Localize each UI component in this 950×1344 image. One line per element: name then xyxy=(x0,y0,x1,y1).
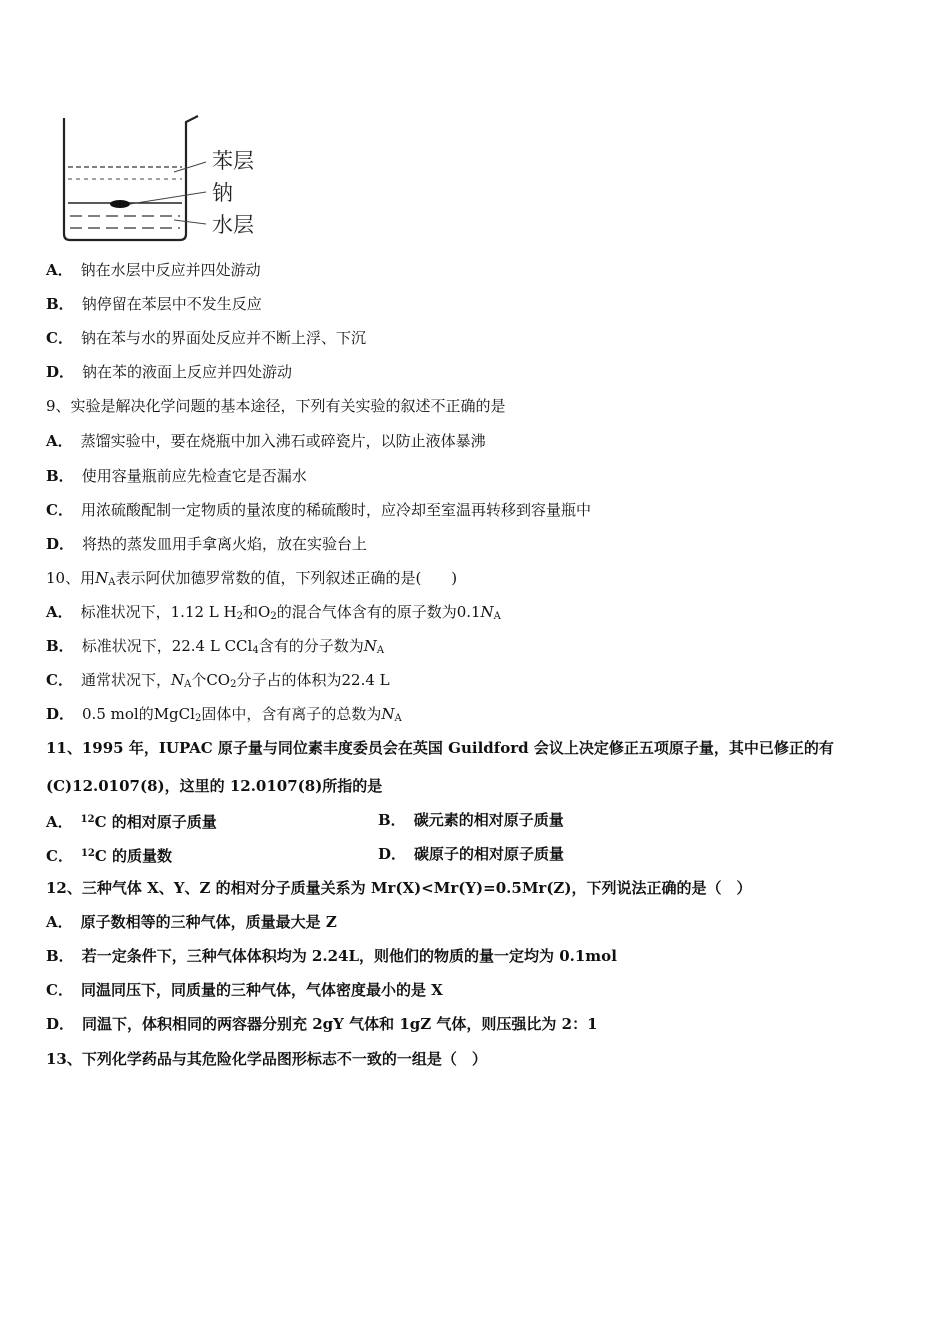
q9-option-b[interactable]: B． 使用容量瓶前应先检查它是否漏水 xyxy=(46,467,307,485)
sodium-piece xyxy=(110,200,130,208)
leader-sodium xyxy=(130,192,206,204)
q9-option-c[interactable]: C． 用浓硫酸配制一定物质的量浓度的稀硫酸时，应冷却至室温再转移到容量瓶中 xyxy=(46,501,591,519)
label-water: 水层 xyxy=(212,213,254,237)
q10-option-b[interactable]: B． 标准状况下，22.4 L CCl$_4$含有的分子数为$N_A$ xyxy=(46,637,385,656)
label-sodium: 钠 xyxy=(212,181,233,205)
q11-stem-line1: 11、1995 年，IUPAC 原子量与同位素丰度委员会在英国 Guildford 会议上决定修正五项原子量，其中已修正的有 xyxy=(46,739,834,757)
q11-option-c[interactable]: C． $^{12}$C 的质量数 xyxy=(46,847,173,865)
leader-water xyxy=(174,220,206,224)
beaker-diagram xyxy=(56,112,276,248)
q10-option-d[interactable]: D． 0.5 mol的MgCl$_2$固体中，含有离子的总数为$N_A$ xyxy=(46,705,402,724)
q12-option-b[interactable]: B． 若一定条件下，三种气体体积均为 2.24L，则他们的物质的量一定均为 0.1mol xyxy=(46,947,617,965)
q9-option-a[interactable]: A． 蒸馏实验中，要在烧瓶中加入沸石或碎瓷片，以防止液体暴沸 xyxy=(46,432,486,450)
q9-stem: 9、实验是解决化学问题的基本途径，下列有关实验的叙述不正确的是 xyxy=(46,397,506,415)
q11-option-d[interactable]: D． 碳原子的相对原子质量 xyxy=(378,845,565,863)
q13-stem: 13、下列化学药品与其危险化学品图形标志不一致的一组是（ ） xyxy=(46,1050,487,1068)
q12-option-d[interactable]: D． 同温下，体积相同的两容器分别充 2gY 气体和 1gZ 气体，则压强比为 2：1 xyxy=(46,1015,598,1033)
q10-option-a[interactable]: A． 标准状况下，1.12 L $H_2$和$O_2$的混合气体含有的原子数为$0.1N_A$ xyxy=(46,603,501,622)
q8-option-b[interactable]: B． 钠停留在苯层中不发生反应 xyxy=(46,295,262,313)
leader-benzene xyxy=(174,162,206,172)
q11-stem-line2: (C)12.0107(8)，这里的 12.0107(8)所指的是 xyxy=(46,777,383,795)
q11-option-b[interactable]: B． 碳元素的相对原子质量 xyxy=(378,811,564,829)
beaker-outline xyxy=(64,116,198,240)
q12-option-c[interactable]: C． 同温同压下，同质量的三种气体，气体密度最小的是 X xyxy=(46,981,443,999)
q8-option-a[interactable]: A． 钠在水层中反应并四处游动 xyxy=(46,261,261,279)
q10-stem: 10、用$N_A$表示阿伏加德罗常数的值，下列叙述正确的是( ) xyxy=(46,569,458,588)
q8-option-d[interactable]: D． 钠在苯的液面上反应并四处游动 xyxy=(46,363,293,381)
q8-option-c[interactable]: C． 钠在苯与水的界面处反应并不断上浮、下沉 xyxy=(46,329,366,347)
label-benzene: 苯层 xyxy=(212,149,254,173)
q9-option-d[interactable]: D． 将热的蒸发皿用手拿离火焰，放在实验台上 xyxy=(46,535,368,553)
q12-stem: 12、三种气体 X、Y、Z 的相对分子质量关系为 Mr(X)<Mr(Y)=0.5Mr(Z)，下列说法正确的是（ ） xyxy=(46,879,752,897)
q12-option-a[interactable]: A． 原子数相等的三种气体，质量最大是 Z xyxy=(46,913,337,931)
q11-option-a[interactable]: A． $^{12}$C 的相对原子质量 xyxy=(46,813,217,831)
q10-option-c[interactable]: C． 通常状况下，$N_A$个$CO_2$分子占的体积为22.4 L xyxy=(46,671,390,690)
